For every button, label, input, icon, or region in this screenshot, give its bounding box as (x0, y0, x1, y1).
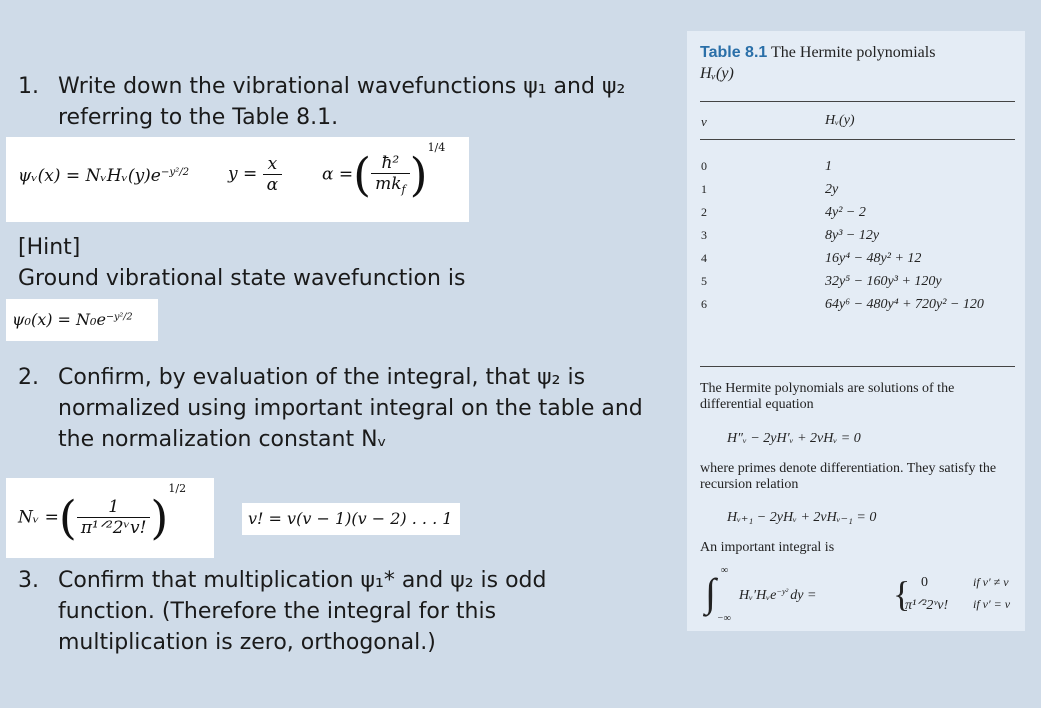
row-polynomial: 32y⁵ − 160y³ + 120y (825, 274, 942, 289)
ground-state-equation-box (6, 299, 158, 341)
row-polynomial: 2y (825, 182, 839, 197)
y-definition: y = $\frac{x}{\alpha}$ (228, 154, 282, 195)
hint-label: [Hint] (18, 235, 81, 260)
row-polynomial: 8y³ − 12y (825, 228, 880, 243)
row-v-value: 4 (701, 251, 707, 265)
question-text: Write down the vibrational wavefunctions ψ₁ and ψ₂ referring to the Table 8.1. (58, 74, 626, 130)
nv-equation: Nᵥ =( $\frac{1}{\text{π¹ᐟ²2ᵛv!}}$ )$^{1/2}$ (18, 482, 187, 545)
table-note-3: An important integral is (700, 540, 835, 555)
row-v-value: 3 (701, 228, 707, 242)
question-text: Confirm that multiplication ψ₁* and ψ₂ is odd function. (Therefore the integral for this multiplication is zero, orthogonal.) (58, 568, 547, 655)
table-row (687, 159, 1025, 182)
column-header-v: v (701, 114, 707, 129)
normalization-constant-box (6, 478, 214, 558)
question-text: Confirm, by evaluation of the integral, that ψ₂ is normalized using important integral on the table and the normalization constant Nᵥ (58, 365, 643, 452)
table-caption: Table 8.1 The Hermite polynomials Hᵥ(y) (700, 44, 936, 82)
row-polynomial: 16y⁴ − 48y² + 12 (825, 251, 922, 266)
row-polynomial: 64y⁶ − 480y⁴ + 720y² − 120 (825, 297, 984, 312)
question-number: 3. (18, 568, 39, 593)
hermite-table-panel (687, 31, 1025, 631)
hermite-integral: ∫ ∞ −∞ Hᵥ′Hᵥe$^{-y^2}$ dy = { 0 if v′ ≠ v π¹ᐟ²2ᵛv! if v′ = v (705, 565, 1011, 624)
question-1 (18, 71, 658, 133)
recursion-relation: Hᵥ₊₁ − 2yHᵥ + 2vHᵥ₋₁ = 0 (727, 510, 877, 525)
table-row (687, 251, 1025, 274)
table-top-rule (700, 101, 1015, 102)
table-header-rule (700, 139, 1015, 140)
psi-v-equation: ψᵥ(x) = $NᵥHᵥ(y)e^{-y^2/2}$ (18, 166, 190, 186)
factorial-equation: v! = v(v − 1)(v − 2) . . . 1 (248, 509, 453, 528)
column-header-h: Hᵥ(y) (825, 113, 855, 128)
row-v-value: 0 (701, 159, 707, 173)
table-row (687, 297, 1025, 320)
hint-text: Ground vibrational state wavefunction is (18, 266, 466, 291)
table-bottom-rule (700, 366, 1015, 367)
row-polynomial: 4y² − 2 (825, 205, 866, 220)
wavefunction-equations-box (6, 137, 469, 222)
question-3 (18, 565, 658, 658)
case-brace: { (893, 574, 911, 614)
question-2 (18, 362, 658, 455)
question-number: 1. (18, 74, 39, 99)
integral-sign: ∫ (705, 570, 716, 615)
row-v-value: 2 (701, 205, 707, 219)
table-row (687, 228, 1025, 251)
table-note-2: where primes denote differentiation. They satisfy the recursion relation (700, 461, 997, 492)
alpha-definition: α =( $\frac{\text{ħ²}}{mk_f}$ )$^{1/4}$ (322, 141, 446, 202)
factorial-definition-box (242, 503, 460, 535)
row-v-value: 1 (701, 182, 707, 196)
psi-0-equation: $\psi_0(x) = N_0e^{-y^2/2}$ (12, 310, 133, 329)
table-row (687, 205, 1025, 228)
table-row (687, 182, 1025, 205)
table-note-1: The Hermite polynomials are solutions of the differential equation (700, 381, 955, 412)
row-v-value: 5 (701, 274, 707, 288)
table-row (687, 274, 1025, 297)
row-v-value: 6 (701, 297, 707, 311)
row-polynomial: 1 (825, 159, 832, 174)
question-number: 2. (18, 365, 39, 390)
differential-equation: H″ᵥ − 2yH′ᵥ + 2vHᵥ = 0 (727, 431, 861, 446)
